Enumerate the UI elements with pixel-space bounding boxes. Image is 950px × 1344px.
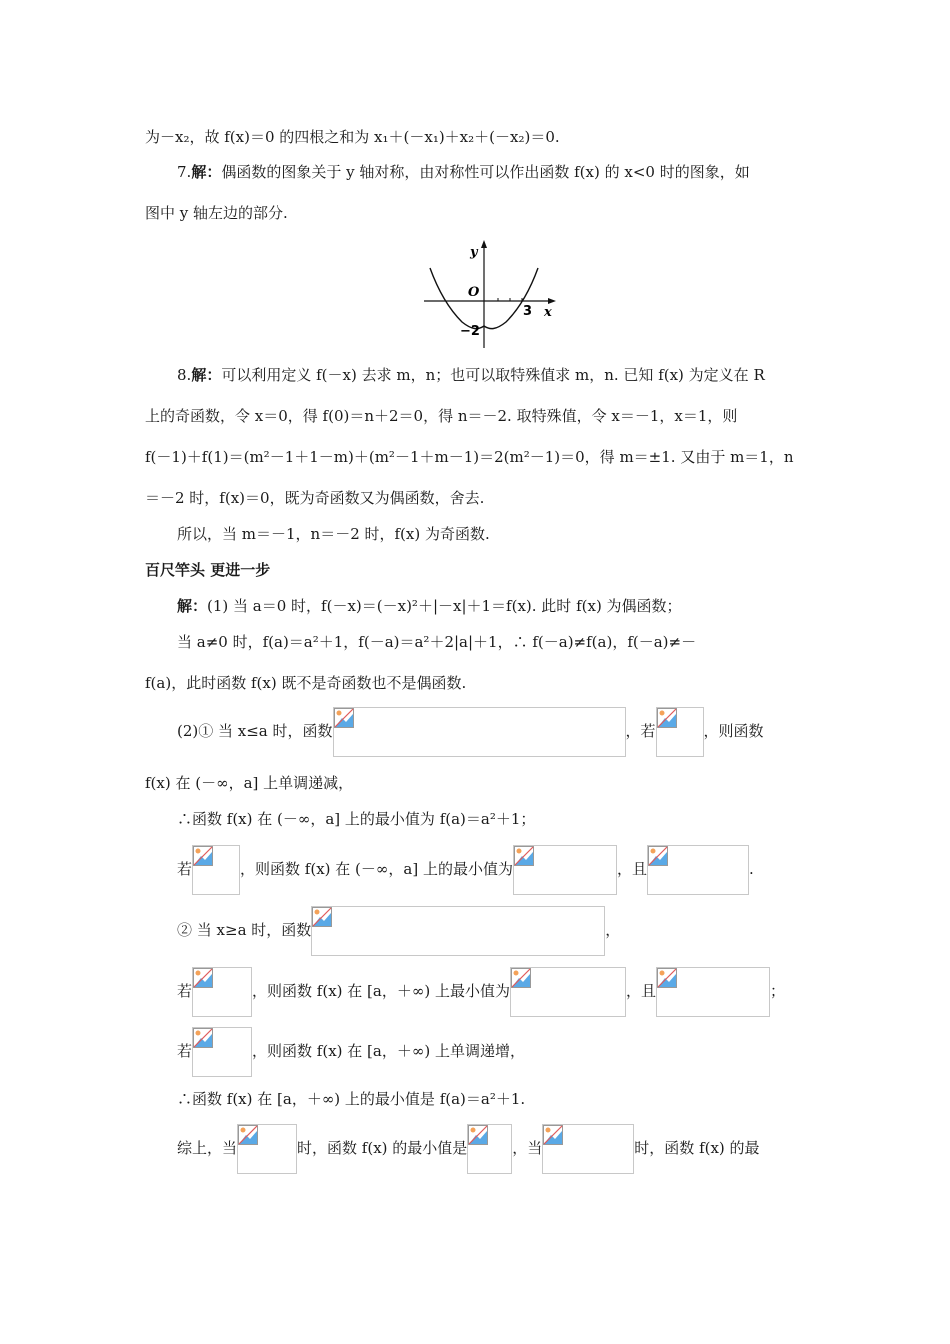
text: 时，函数 f(x) 的最小值是 [297, 1139, 468, 1157]
formula-image [510, 967, 626, 1017]
text: 若 [177, 982, 193, 1000]
solution-label: 解： [191, 163, 222, 181]
text: ，当 [512, 1139, 543, 1157]
text-line [177, 706, 764, 757]
broken-image-icon [312, 907, 332, 927]
text-line [177, 594, 682, 618]
text-line: 上的奇函数，令 x＝0，得 f(0)＝n＋2＝0，得 n＝－2. 取特殊值，令 x＝－1，x＝1，则 [145, 407, 738, 425]
text-line: 为－x₂，故 f(x)＝0 的四根之和为 x₁＋(－x₁)＋x₂＋(－x₂)＝0. [145, 128, 560, 146]
problem-7-line [177, 160, 750, 184]
broken-image-icon [193, 1028, 213, 1048]
text: (2)① 当 x≤a 时，函数 [177, 722, 333, 740]
text-line: ∴函数 f(x) 在 [a，＋∞) 上的最小值是 f(a)＝a²＋1. [177, 1090, 526, 1108]
formula-image [467, 1124, 512, 1174]
formula-image [656, 967, 770, 1017]
text-line [177, 905, 620, 956]
text: ，若 [625, 722, 656, 740]
text-line: 当 a≠0 时，f(a)＝a²＋1，f(－a)＝a²＋2|a|＋1，∴ f(－a)≠f(a)，f(－a)≠－ [177, 633, 697, 651]
text: ② 当 x≥a 时，函数 [177, 921, 312, 939]
broken-image-icon [334, 708, 354, 728]
solution-label: 解： [177, 597, 208, 615]
parabola-figure [420, 238, 560, 350]
formula-image [311, 906, 605, 956]
tick-label: −2 [460, 324, 480, 339]
text-line [177, 844, 754, 895]
text: ，则函数 [703, 722, 764, 740]
text-line: 图中 y 轴左边的部分. [145, 204, 288, 222]
broken-image-icon [514, 846, 534, 866]
text-line: f(a)，此时函数 f(x) 既不是奇函数也不是偶函数. [145, 674, 467, 692]
text: ； [769, 982, 785, 1000]
text: 偶函数的图象关于 y 轴对称，由对称性可以作出函数 f(x) 的 x<0 时的图象，如 [221, 163, 750, 181]
x-axis-label: x [544, 305, 552, 320]
formula-image [192, 845, 240, 895]
broken-image-icon [468, 1125, 488, 1145]
origin-label: O [468, 285, 480, 300]
formula-image [192, 1027, 252, 1077]
problem-number: 8. [177, 366, 192, 384]
broken-image-icon [657, 968, 677, 988]
broken-image-icon [511, 968, 531, 988]
broken-image-icon [238, 1125, 258, 1145]
formula-image [542, 1124, 634, 1174]
text: ， [605, 921, 621, 939]
broken-image-icon [648, 846, 668, 866]
text: ，则函数 f(x) 在 (－∞，a] 上的最小值为 [240, 860, 513, 878]
section-heading: 百尺竿头 更进一步 [145, 561, 271, 579]
formula-image [192, 967, 252, 1017]
problem-8-line [177, 363, 765, 387]
text-line: ∴函数 f(x) 在 (－∞，a] 上的最小值为 f(a)＝a²＋1； [177, 810, 536, 828]
text: ，且 [625, 982, 656, 1000]
text: ，且 [616, 860, 647, 878]
broken-image-icon [543, 1125, 563, 1145]
text: (1) 当 a＝0 时，f(－x)＝(－x)²＋|－x|＋1＝f(x). 此时 f(x) 为偶函数； [207, 597, 682, 615]
problem-number: 7. [177, 163, 192, 181]
text-line: f(x) 在 (－∞，a] 上单调递减， [145, 774, 354, 792]
formula-image [513, 845, 617, 895]
broken-image-icon [193, 968, 213, 988]
formula-image [237, 1124, 297, 1174]
text-line [177, 1123, 760, 1174]
text: 综上，当 [177, 1139, 238, 1157]
broken-image-icon [193, 846, 213, 866]
text: . [748, 860, 754, 878]
formula-image [656, 707, 704, 757]
formula-image [333, 707, 626, 757]
tick-label: 3 [523, 304, 533, 319]
text: 若 [177, 1042, 193, 1060]
text-line: f(－1)＋f(1)＝(m²－1＋1－m)＋(m²－1＋m－1)＝2(m²－1)＝0，得 m＝±1. 又由于 m＝1，n [145, 448, 794, 466]
text-line [177, 966, 785, 1017]
text: 若 [177, 860, 193, 878]
solution-label: 解： [191, 366, 222, 384]
formula-image [647, 845, 749, 895]
text-line [177, 1026, 525, 1077]
text: 时，函数 f(x) 的最 [634, 1139, 760, 1157]
broken-image-icon [657, 708, 677, 728]
text: 可以利用定义 f(－x) 去求 m，n；也可以取特殊值求 m，n. 已知 f(x) 为定义在 R [221, 366, 765, 384]
text-line: 所以，当 m＝－1，n＝－2 时，f(x) 为奇函数. [177, 525, 490, 543]
text-line: ＝－2 时，f(x)＝0，既为奇函数又为偶函数，舍去. [145, 489, 485, 507]
text: ，则函数 f(x) 在 [a，＋∞) 上单调递增， [252, 1042, 525, 1060]
text: ，则函数 f(x) 在 [a，＋∞) 上最小值为 [252, 982, 510, 1000]
y-axis-label: y [470, 245, 478, 260]
